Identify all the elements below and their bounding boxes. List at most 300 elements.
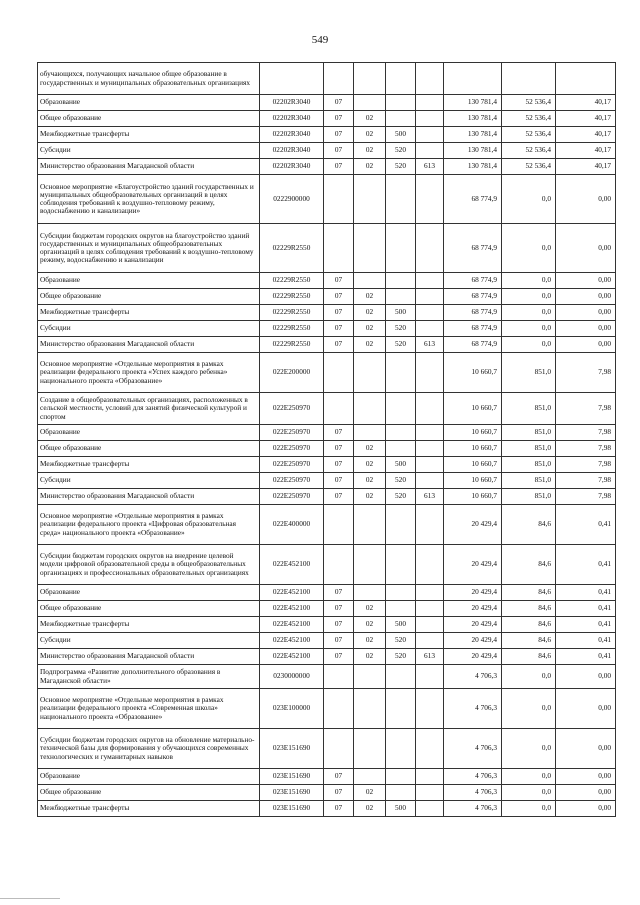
- cell-name: Министерство образования Магаданской области: [38, 159, 260, 175]
- cell-actual: 851,0: [502, 473, 556, 489]
- cell-target-code: 022E452100: [260, 601, 324, 617]
- table-row: [38, 689, 616, 729]
- cell-actual: 0,0: [502, 729, 556, 769]
- cell-name: обучающихся, получающих начальное общее образование в государственных и муниципальных образовательных организациях: [38, 63, 260, 95]
- cell-name: Межбюджетные трансферты: [38, 457, 260, 473]
- cell-subsection: 02: [354, 305, 386, 321]
- cell-plan: 130 781,4: [444, 111, 502, 127]
- cell-subsection: [354, 585, 386, 601]
- cell-kosgu: [416, 353, 444, 393]
- cell-expense-type: 520: [386, 489, 416, 505]
- cell-name: Образование: [38, 95, 260, 111]
- cell-section: 07: [324, 649, 354, 665]
- cell-plan: 20 429,4: [444, 601, 502, 617]
- cell-target-code: 022E250970: [260, 425, 324, 441]
- cell-percent: 0,41: [556, 601, 616, 617]
- table-row: [38, 585, 616, 601]
- cell-target-code: 023E151690: [260, 769, 324, 785]
- cell-name: Основное мероприятие «Отдельные мероприятия в рамках реализации федерального проекта «Цифровая образовательная среда» национального проекта «Образование»: [38, 505, 260, 545]
- cell-kosgu: 613: [416, 649, 444, 665]
- cell-plan: 68 774,9: [444, 337, 502, 353]
- cell-section: 07: [324, 585, 354, 601]
- table-row: [38, 95, 616, 111]
- cell-subsection: [354, 393, 386, 425]
- cell-name: Субсидии: [38, 143, 260, 159]
- cell-plan: 10 660,7: [444, 441, 502, 457]
- cell-subsection: 02: [354, 289, 386, 305]
- cell-subsection: 02: [354, 473, 386, 489]
- cell-name: Основное мероприятие «Благоустройство зданий государственных и муниципальных общеобразовательных организаций в целях соблюдения требований к воздушно-тепловому режиму, водоснабжению и канализации»: [38, 175, 260, 224]
- cell-actual: 52 536,4: [502, 127, 556, 143]
- cell-expense-type: [386, 95, 416, 111]
- cell-percent: 0,00: [556, 769, 616, 785]
- cell-target-code: 022E452100: [260, 545, 324, 585]
- cell-name: Межбюджетные трансферты: [38, 127, 260, 143]
- cell-subsection: [354, 63, 386, 95]
- cell-actual: 851,0: [502, 425, 556, 441]
- cell-kosgu: [416, 95, 444, 111]
- cell-percent: 0,00: [556, 321, 616, 337]
- cell-subsection: 02: [354, 127, 386, 143]
- cell-actual: 52 536,4: [502, 111, 556, 127]
- table-row: [38, 224, 616, 273]
- cell-actual: 52 536,4: [502, 143, 556, 159]
- cell-kosgu: 613: [416, 489, 444, 505]
- cell-plan: 4 706,3: [444, 729, 502, 769]
- cell-subsection: [354, 505, 386, 545]
- cell-plan: 68 774,9: [444, 321, 502, 337]
- cell-target-code: 0222900000: [260, 175, 324, 224]
- cell-section: [324, 175, 354, 224]
- cell-plan: 10 660,7: [444, 425, 502, 441]
- cell-expense-type: [386, 175, 416, 224]
- cell-target-code: 022E200000: [260, 353, 324, 393]
- cell-kosgu: [416, 321, 444, 337]
- cell-name: Общее образование: [38, 601, 260, 617]
- cell-name: Субсидии бюджетам городских округов на обновление материально-технической базы для формирования у обучающихся современных технологических и гуманитарных навыков: [38, 729, 260, 769]
- cell-expense-type: [386, 224, 416, 273]
- table-row: [38, 473, 616, 489]
- cell-plan: 20 429,4: [444, 617, 502, 633]
- cell-name: Межбюджетные трансферты: [38, 305, 260, 321]
- cell-plan: 4 706,3: [444, 769, 502, 785]
- cell-kosgu: [416, 111, 444, 127]
- footer-rule: [0, 898, 60, 899]
- cell-percent: 7,98: [556, 441, 616, 457]
- cell-target-code: 02202R3040: [260, 111, 324, 127]
- cell-target-code: 02229R2550: [260, 273, 324, 289]
- budget-table: [37, 62, 616, 817]
- cell-percent: 40,17: [556, 127, 616, 143]
- cell-target-code: 022E250970: [260, 457, 324, 473]
- cell-section: 07: [324, 601, 354, 617]
- cell-expense-type: [386, 689, 416, 729]
- cell-percent: 0,41: [556, 633, 616, 649]
- cell-percent: 0,00: [556, 305, 616, 321]
- cell-percent: 0,00: [556, 665, 616, 689]
- cell-expense-type: 520: [386, 649, 416, 665]
- cell-name: Субсидии: [38, 633, 260, 649]
- cell-target-code: [260, 63, 324, 95]
- cell-target-code: 023E151690: [260, 785, 324, 801]
- cell-plan: 4 706,3: [444, 689, 502, 729]
- cell-name: Образование: [38, 585, 260, 601]
- cell-name: Образование: [38, 273, 260, 289]
- table-row: [38, 337, 616, 353]
- cell-name: Субсидии: [38, 473, 260, 489]
- cell-target-code: 02202R3040: [260, 127, 324, 143]
- cell-actual: 84,6: [502, 585, 556, 601]
- cell-section: 07: [324, 633, 354, 649]
- cell-kosgu: [416, 665, 444, 689]
- cell-section: 07: [324, 801, 354, 817]
- cell-plan: 10 660,7: [444, 473, 502, 489]
- cell-kosgu: [416, 425, 444, 441]
- cell-actual: 84,6: [502, 617, 556, 633]
- cell-name: Создание в общеобразовательных организациях, расположенных в сельской местности, условий для занятий физической культурой и спортом: [38, 393, 260, 425]
- cell-actual: 0,0: [502, 665, 556, 689]
- cell-subsection: [354, 665, 386, 689]
- cell-target-code: 02229R2550: [260, 289, 324, 305]
- cell-kosgu: [416, 633, 444, 649]
- table-row: [38, 801, 616, 817]
- cell-actual: 84,6: [502, 601, 556, 617]
- cell-actual: 0,0: [502, 769, 556, 785]
- table-row: [38, 729, 616, 769]
- cell-target-code: 023E151690: [260, 729, 324, 769]
- cell-percent: 40,17: [556, 95, 616, 111]
- cell-kosgu: [416, 545, 444, 585]
- cell-actual: 0,0: [502, 289, 556, 305]
- table-row: [38, 505, 616, 545]
- cell-subsection: [354, 95, 386, 111]
- table-row: [38, 649, 616, 665]
- table-row: [38, 769, 616, 785]
- cell-section: 07: [324, 305, 354, 321]
- cell-subsection: 02: [354, 489, 386, 505]
- table-row: [38, 289, 616, 305]
- cell-subsection: [354, 175, 386, 224]
- cell-actual: 84,6: [502, 545, 556, 585]
- cell-percent: 0,00: [556, 729, 616, 769]
- cell-plan: 20 429,4: [444, 649, 502, 665]
- cell-plan: 130 781,4: [444, 95, 502, 111]
- cell-name: Министерство образования Магаданской области: [38, 337, 260, 353]
- cell-percent: 7,98: [556, 473, 616, 489]
- cell-percent: 0,00: [556, 801, 616, 817]
- cell-plan: 68 774,9: [444, 305, 502, 321]
- cell-section: 07: [324, 457, 354, 473]
- cell-expense-type: [386, 441, 416, 457]
- table-row: [38, 785, 616, 801]
- table-row: [38, 175, 616, 224]
- cell-subsection: [354, 273, 386, 289]
- table-row: [38, 273, 616, 289]
- cell-kosgu: [416, 689, 444, 729]
- cell-section: 07: [324, 489, 354, 505]
- cell-expense-type: 500: [386, 617, 416, 633]
- cell-plan: 20 429,4: [444, 585, 502, 601]
- cell-section: 07: [324, 95, 354, 111]
- cell-expense-type: [386, 729, 416, 769]
- cell-name: Общее образование: [38, 111, 260, 127]
- cell-subsection: 02: [354, 649, 386, 665]
- cell-actual: 851,0: [502, 457, 556, 473]
- cell-section: 07: [324, 769, 354, 785]
- cell-target-code: 022E250970: [260, 393, 324, 425]
- cell-actual: 84,6: [502, 649, 556, 665]
- table-row: [38, 457, 616, 473]
- cell-name: Общее образование: [38, 785, 260, 801]
- cell-kosgu: [416, 585, 444, 601]
- cell-subsection: [354, 224, 386, 273]
- cell-expense-type: 500: [386, 801, 416, 817]
- cell-expense-type: [386, 425, 416, 441]
- cell-plan: 20 429,4: [444, 633, 502, 649]
- cell-actual: 0,0: [502, 321, 556, 337]
- cell-kosgu: [416, 505, 444, 545]
- cell-kosgu: 613: [416, 337, 444, 353]
- cell-actual: 0,0: [502, 273, 556, 289]
- table-row: [38, 305, 616, 321]
- cell-actual: 52 536,4: [502, 95, 556, 111]
- cell-name: Министерство образования Магаданской области: [38, 649, 260, 665]
- cell-plan: 130 781,4: [444, 159, 502, 175]
- cell-subsection: 02: [354, 601, 386, 617]
- cell-expense-type: [386, 111, 416, 127]
- cell-kosgu: [416, 224, 444, 273]
- table-row: [38, 441, 616, 457]
- cell-percent: 0,00: [556, 224, 616, 273]
- cell-target-code: 02229R2550: [260, 321, 324, 337]
- cell-kosgu: [416, 457, 444, 473]
- cell-subsection: 02: [354, 159, 386, 175]
- cell-actual: 851,0: [502, 353, 556, 393]
- cell-expense-type: [386, 601, 416, 617]
- cell-plan: 68 774,9: [444, 273, 502, 289]
- cell-subsection: [354, 425, 386, 441]
- cell-section: [324, 393, 354, 425]
- cell-subsection: 02: [354, 143, 386, 159]
- cell-subsection: 02: [354, 457, 386, 473]
- cell-actual: 0,0: [502, 337, 556, 353]
- cell-plan: 4 706,3: [444, 665, 502, 689]
- cell-expense-type: [386, 505, 416, 545]
- cell-target-code: 02229R2550: [260, 305, 324, 321]
- table-row: [38, 393, 616, 425]
- table-row: [38, 321, 616, 337]
- cell-expense-type: [386, 665, 416, 689]
- cell-section: 07: [324, 111, 354, 127]
- table-row: [38, 633, 616, 649]
- cell-expense-type: [386, 585, 416, 601]
- cell-expense-type: 520: [386, 633, 416, 649]
- cell-section: 07: [324, 441, 354, 457]
- cell-section: 07: [324, 159, 354, 175]
- cell-kosgu: [416, 143, 444, 159]
- cell-section: [324, 665, 354, 689]
- cell-actual: 0,0: [502, 175, 556, 224]
- cell-percent: 0,00: [556, 337, 616, 353]
- table-row: [38, 63, 616, 95]
- cell-percent: 7,98: [556, 393, 616, 425]
- cell-expense-type: [386, 289, 416, 305]
- cell-kosgu: [416, 729, 444, 769]
- cell-percent: 40,17: [556, 143, 616, 159]
- cell-actual: 52 536,4: [502, 159, 556, 175]
- cell-expense-type: 520: [386, 473, 416, 489]
- cell-subsection: 02: [354, 633, 386, 649]
- cell-expense-type: 520: [386, 143, 416, 159]
- cell-percent: 40,17: [556, 111, 616, 127]
- cell-kosgu: [416, 63, 444, 95]
- cell-actual: 851,0: [502, 489, 556, 505]
- cell-kosgu: [416, 473, 444, 489]
- cell-kosgu: [416, 393, 444, 425]
- cell-percent: 7,98: [556, 425, 616, 441]
- cell-expense-type: 500: [386, 457, 416, 473]
- cell-subsection: 02: [354, 617, 386, 633]
- cell-section: [324, 689, 354, 729]
- cell-section: [324, 729, 354, 769]
- cell-name: Субсидии бюджетам городских округов на внедрение целевой модели цифровой образовательной среды в общеобразовательных организациях и профессиональных образовательных организациях: [38, 545, 260, 585]
- cell-plan: 4 706,3: [444, 801, 502, 817]
- page-number: 549: [311, 34, 329, 46]
- cell-kosgu: [416, 801, 444, 817]
- table-row: [38, 545, 616, 585]
- cell-section: [324, 63, 354, 95]
- cell-name: Общее образование: [38, 441, 260, 457]
- cell-percent: 7,98: [556, 489, 616, 505]
- table-row: [38, 353, 616, 393]
- cell-target-code: 022E250970: [260, 473, 324, 489]
- cell-subsection: 02: [354, 441, 386, 457]
- cell-expense-type: 520: [386, 321, 416, 337]
- cell-name: Межбюджетные трансферты: [38, 617, 260, 633]
- cell-kosgu: [416, 441, 444, 457]
- cell-actual: 0,0: [502, 785, 556, 801]
- cell-expense-type: 500: [386, 127, 416, 143]
- cell-actual: 0,0: [502, 689, 556, 729]
- cell-target-code: 0230000000: [260, 665, 324, 689]
- cell-section: 07: [324, 321, 354, 337]
- table-row: [38, 111, 616, 127]
- cell-subsection: 02: [354, 801, 386, 817]
- cell-actual: 0,0: [502, 801, 556, 817]
- table-row: [38, 127, 616, 143]
- cell-subsection: [354, 353, 386, 393]
- cell-section: 07: [324, 473, 354, 489]
- cell-target-code: 02202R3040: [260, 143, 324, 159]
- cell-percent: 0,41: [556, 505, 616, 545]
- cell-name: Субсидии: [38, 321, 260, 337]
- cell-actual: 851,0: [502, 393, 556, 425]
- cell-name: Образование: [38, 769, 260, 785]
- cell-name: Подпрограмма «Развитие дополнительного образования в Магаданской области»: [38, 665, 260, 689]
- cell-percent: 0,41: [556, 649, 616, 665]
- cell-expense-type: [386, 63, 416, 95]
- cell-target-code: 022E452100: [260, 585, 324, 601]
- cell-kosgu: [416, 305, 444, 321]
- cell-section: [324, 505, 354, 545]
- cell-percent: 40,17: [556, 159, 616, 175]
- cell-target-code: 02202R3040: [260, 159, 324, 175]
- cell-subsection: [354, 689, 386, 729]
- table-row: [38, 425, 616, 441]
- cell-actual: [502, 63, 556, 95]
- cell-section: 07: [324, 289, 354, 305]
- cell-kosgu: [416, 617, 444, 633]
- cell-subsection: [354, 769, 386, 785]
- cell-plan: 20 429,4: [444, 545, 502, 585]
- cell-percent: 0,00: [556, 175, 616, 224]
- cell-subsection: 02: [354, 337, 386, 353]
- cell-name: Основное мероприятие «Отдельные мероприятия в рамках реализации федерального проекта «Успех каждого ребенка» национального проекта «Образование»: [38, 353, 260, 393]
- cell-name: Общее образование: [38, 289, 260, 305]
- cell-expense-type: 500: [386, 305, 416, 321]
- cell-plan: 130 781,4: [444, 127, 502, 143]
- cell-plan: 10 660,7: [444, 393, 502, 425]
- cell-percent: 0,00: [556, 689, 616, 729]
- cell-plan: 4 706,3: [444, 785, 502, 801]
- cell-target-code: 02229R2550: [260, 337, 324, 353]
- cell-percent: 0,00: [556, 273, 616, 289]
- cell-target-code: 02229R2550: [260, 224, 324, 273]
- cell-plan: 10 660,7: [444, 489, 502, 505]
- cell-kosgu: 613: [416, 159, 444, 175]
- cell-kosgu: [416, 175, 444, 224]
- table-row: [38, 665, 616, 689]
- cell-actual: 0,0: [502, 224, 556, 273]
- cell-expense-type: 520: [386, 159, 416, 175]
- cell-name: Министерство образования Магаданской области: [38, 489, 260, 505]
- cell-percent: 0,00: [556, 289, 616, 305]
- cell-section: 07: [324, 425, 354, 441]
- cell-actual: 84,6: [502, 633, 556, 649]
- cell-actual: 0,0: [502, 305, 556, 321]
- cell-percent: 7,98: [556, 457, 616, 473]
- cell-section: 07: [324, 617, 354, 633]
- cell-subsection: [354, 729, 386, 769]
- cell-kosgu: [416, 289, 444, 305]
- cell-kosgu: [416, 273, 444, 289]
- cell-section: 07: [324, 273, 354, 289]
- table-row: [38, 159, 616, 175]
- cell-percent: 0,00: [556, 785, 616, 801]
- cell-name: Основное мероприятие «Отдельные мероприятия в рамках реализации федерального проекта «Современная школа» национального проекта «Образование»: [38, 689, 260, 729]
- cell-percent: 0,41: [556, 585, 616, 601]
- cell-actual: 851,0: [502, 441, 556, 457]
- cell-expense-type: [386, 785, 416, 801]
- cell-name: Образование: [38, 425, 260, 441]
- cell-percent: 7,98: [556, 353, 616, 393]
- cell-percent: [556, 63, 616, 95]
- cell-section: 07: [324, 127, 354, 143]
- table-body: [38, 63, 616, 817]
- cell-name: Субсидии бюджетам городских округов на благоустройство зданий государственных и муниципальных общеобразовательных организаций в целях соблюдения требований к воздушно-тепловому режиму, водоснабжению и канализации: [38, 224, 260, 273]
- cell-plan: 130 781,4: [444, 143, 502, 159]
- cell-expense-type: [386, 393, 416, 425]
- cell-section: 07: [324, 337, 354, 353]
- cell-kosgu: [416, 601, 444, 617]
- cell-plan: [444, 63, 502, 95]
- cell-target-code: 023E100000: [260, 689, 324, 729]
- table-row: [38, 601, 616, 617]
- cell-subsection: 02: [354, 321, 386, 337]
- cell-plan: 10 660,7: [444, 457, 502, 473]
- cell-section: [324, 224, 354, 273]
- cell-name: Межбюджетные трансферты: [38, 801, 260, 817]
